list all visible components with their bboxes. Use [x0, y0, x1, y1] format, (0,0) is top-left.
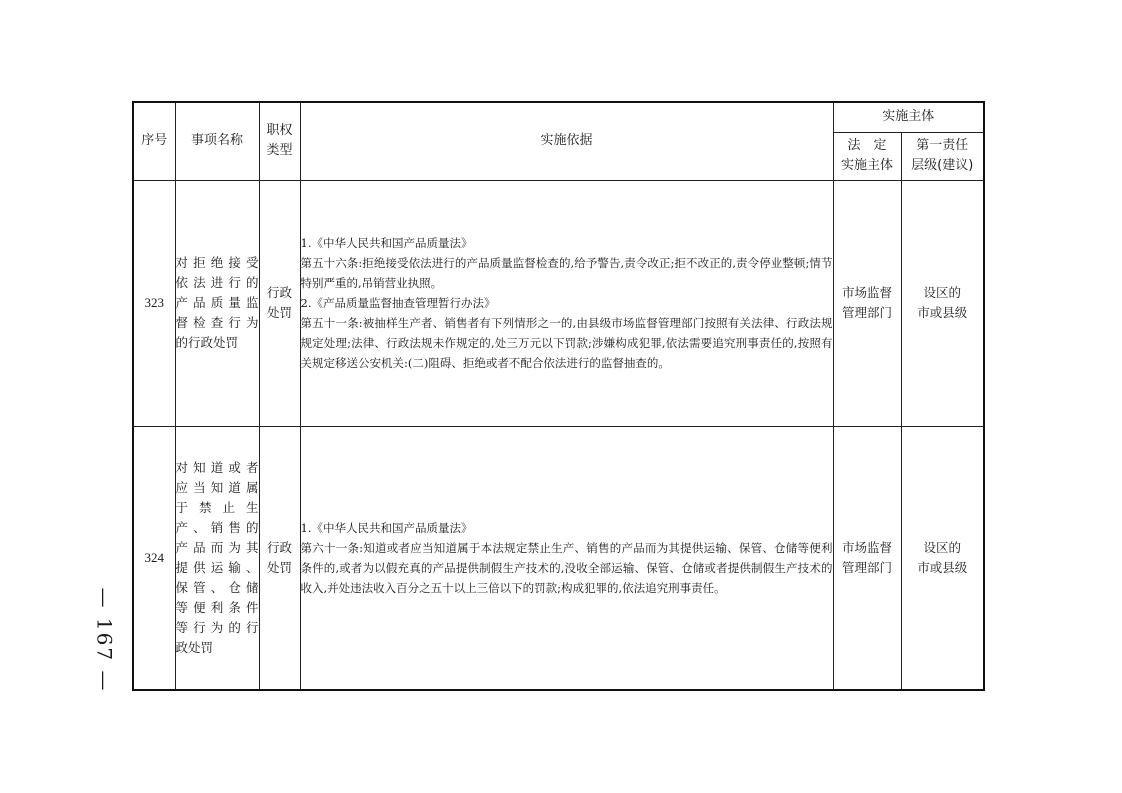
table-row [133, 426, 984, 690]
header-legal-implementer [833, 132, 901, 180]
legal-implementer-line: 管理部门 [841, 305, 892, 320]
header-legal-implementer-line-1: 法 定 [847, 138, 887, 153]
header-item-name: 事项名称 [175, 102, 259, 180]
item-line: 依法进行的 [175, 275, 259, 290]
header-serial: 序号 [133, 102, 175, 180]
legal-implementer-line: 管理部门 [841, 559, 892, 575]
basis-paragraph: 1.《中华人民共和国产品质量法》 [300, 236, 473, 250]
basis-paragraph: 第五十一条:被抽样生产者、销售者有下列情形之一的,由县级市场监督管理部门按照有关法律、行政法规规定处理;法律、行政法规未作规定的,处三万元以下罚款;涉嫌构成犯罪,依法需要追究刑事责任的,按照有关规定移送公安机关:(二)阻碍、拒绝或者不配合依法进行的监督抽查的。 [300, 316, 833, 370]
item-line: 保管、仓储 [175, 579, 259, 595]
header-legal-implementer-line-2: 实施主体 [840, 158, 893, 173]
header-power-type-line-1: 职权 [266, 123, 293, 139]
page-number-text: — 167 — [92, 587, 117, 693]
power-type-line: 行政 [266, 285, 292, 300]
basis-paragraph: 1.《中华人民共和国产品质量法》 [300, 520, 473, 535]
legal-implementer-line: 市场监督 [841, 539, 892, 555]
item-line: 产品而为其 [175, 539, 259, 555]
first-responsible-line: 市或县级 [917, 305, 968, 320]
item-line: 督检查行为 [175, 315, 259, 330]
item-line: 的行政处罚 [175, 335, 239, 350]
item-line: 提供运输、 [175, 559, 259, 575]
row-serial: 323 [133, 180, 175, 426]
row-basis [300, 426, 833, 690]
basis-paragraph: 第五十六条:拒绝接受依法进行的产品质量监督检查的,给予警告,责令改正;拒不改正的,责令停业整顿;情节特别严重的,吊销营业执照。 [300, 256, 833, 290]
row-legal-implementer [833, 426, 901, 690]
first-responsible-line: 市或县级 [917, 559, 968, 575]
header-first-responsible [901, 132, 984, 180]
power-type-line: 行政 [266, 539, 292, 555]
page-number [84, 587, 124, 693]
header-basis: 实施依据 [300, 102, 833, 180]
row-serial: 324 [133, 426, 175, 690]
header-first-responsible-line-2: 层级(建议) [911, 158, 974, 173]
basis-paragraph: 2.《产品质量监督抽查管理暂行办法》 [300, 296, 496, 310]
table-row [133, 180, 984, 426]
item-line: 产品质量监 [175, 295, 259, 310]
item-line: 应当知道属 [175, 479, 259, 495]
first-responsible-line: 设区的 [923, 539, 962, 555]
row-first-responsible [901, 426, 984, 690]
row-power-type [259, 180, 300, 426]
item-line: 政处罚 [175, 639, 214, 655]
row-item-name [175, 426, 259, 690]
header-implementer-group: 实施主体 [833, 102, 984, 132]
legal-implementer-line: 市场监督 [841, 285, 892, 300]
basis-paragraph: 第六十一条:知道或者应当知道属于本法规定禁止生产、销售的产品而为其提供运输、保管、仓储等便利条件的,或者为以假充真的产品提供制假生产技术的,没收全部运输、保管、仓储或者提供制假生产技术的收入,并处违法收入百分之五十以上三倍以下的罚款;构成犯罪的,依法追究刑事责任。 [300, 540, 833, 595]
row-power-type [259, 426, 300, 690]
row-legal-implementer [833, 180, 901, 426]
items-table [132, 101, 985, 691]
item-line: 产、销售的 [175, 519, 259, 535]
item-line: 等便利条件 [175, 599, 259, 615]
header-power-type-line-2: 类型 [266, 143, 293, 159]
header-row-1 [133, 102, 984, 132]
first-responsible-line: 设区的 [923, 285, 962, 300]
header-power-type [259, 102, 300, 180]
power-type-line: 处罚 [266, 559, 292, 575]
item-line: 等行为的行 [175, 619, 259, 635]
power-type-line: 处罚 [266, 305, 292, 320]
item-line: 对拒绝接受 [175, 255, 259, 270]
row-first-responsible [901, 180, 984, 426]
item-line: 对知道或者 [175, 459, 259, 475]
header-first-responsible-line-1: 第一责任 [916, 138, 969, 153]
row-basis [300, 180, 833, 426]
item-line: 于禁止生 [175, 499, 259, 515]
row-item-name [175, 180, 259, 426]
